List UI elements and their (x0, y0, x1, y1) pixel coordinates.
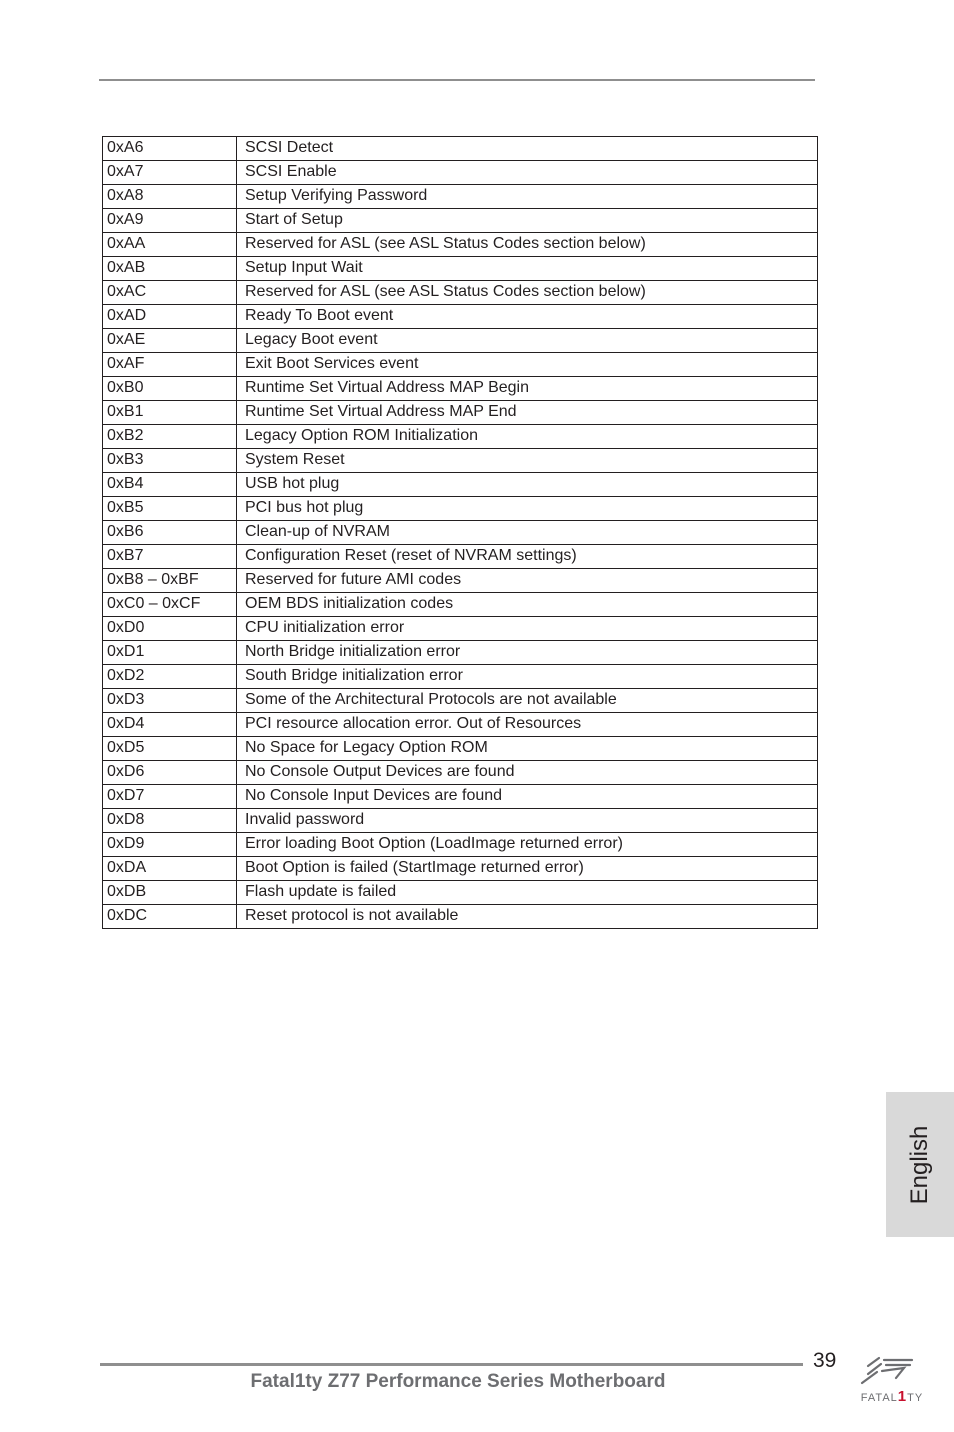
table-row (103, 809, 818, 833)
post-code-cell: 0xD5 (103, 737, 237, 761)
description-cell: PCI resource allocation error. Out of Resources (237, 713, 818, 737)
description-cell: Setup Verifying Password (237, 185, 818, 209)
page-number: 39 (813, 1349, 837, 1372)
table-row (103, 161, 818, 185)
description-cell: System Reset (237, 449, 818, 473)
header-rule (99, 79, 815, 81)
table-row (103, 137, 818, 161)
footer-title: Fatal1ty Z77 Performance Series Motherboard (250, 1371, 666, 1392)
table-row (103, 305, 818, 329)
description-cell: SCSI Detect (237, 137, 818, 161)
table-row (103, 857, 818, 881)
post-code-cell: 0xA7 (103, 161, 237, 185)
post-code-cell: 0xAC (103, 281, 237, 305)
description-cell: Ready To Boot event (237, 305, 818, 329)
description-cell: Some of the Architectural Protocols are not available (237, 689, 818, 713)
post-code-cell: 0xD0 (103, 617, 237, 641)
description-cell: Legacy Boot event (237, 329, 818, 353)
post-code-cell: 0xDA (103, 857, 237, 881)
post-code-cell: 0xDB (103, 881, 237, 905)
description-cell: Clean-up of NVRAM (237, 521, 818, 545)
table-row (103, 641, 818, 665)
description-cell: Boot Option is failed (StartImage returned error) (237, 857, 818, 881)
language-tab (886, 1092, 954, 1237)
table-row (103, 185, 818, 209)
table-row (103, 785, 818, 809)
table-row (103, 401, 818, 425)
post-code-cell: 0xB0 (103, 377, 237, 401)
table-row (103, 497, 818, 521)
table-row (103, 473, 818, 497)
post-code-cell: 0xD8 (103, 809, 237, 833)
table-row (103, 569, 818, 593)
table-row (103, 377, 818, 401)
table-row (103, 761, 818, 785)
table-row (103, 233, 818, 257)
table-row (103, 833, 818, 857)
post-code-table (102, 136, 818, 929)
description-cell: Reserved for future AMI codes (237, 569, 818, 593)
description-cell: Error loading Boot Option (LoadImage returned error) (237, 833, 818, 857)
post-code-cell: 0xD6 (103, 761, 237, 785)
table-row (103, 689, 818, 713)
description-cell: No Space for Legacy Option ROM (237, 737, 818, 761)
post-code-cell: 0xA6 (103, 137, 237, 161)
description-cell: PCI bus hot plug (237, 497, 818, 521)
post-code-cell: 0xB1 (103, 401, 237, 425)
post-code-cell: 0xB2 (103, 425, 237, 449)
description-cell: SCSI Enable (237, 161, 818, 185)
post-code-cell: 0xD7 (103, 785, 237, 809)
footer-rule (100, 1363, 803, 1366)
post-code-cell: 0xAD (103, 305, 237, 329)
description-cell: Reserved for ASL (see ASL Status Codes section below) (237, 233, 818, 257)
post-code-cell: 0xD4 (103, 713, 237, 737)
description-cell: South Bridge initialization error (237, 665, 818, 689)
description-cell: CPU initialization error (237, 617, 818, 641)
post-code-cell: 0xAB (103, 257, 237, 281)
post-code-cell: 0xDC (103, 905, 237, 929)
table-row (103, 209, 818, 233)
post-code-cell: 0xB6 (103, 521, 237, 545)
description-cell: Runtime Set Virtual Address MAP End (237, 401, 818, 425)
table-row (103, 593, 818, 617)
table-row (103, 737, 818, 761)
description-cell: No Console Output Devices are found (237, 761, 818, 785)
description-cell: Invalid password (237, 809, 818, 833)
table-row (103, 353, 818, 377)
description-cell: Exit Boot Services event (237, 353, 818, 377)
table-row (103, 521, 818, 545)
post-code-cell: 0xD9 (103, 833, 237, 857)
description-cell: Start of Setup (237, 209, 818, 233)
description-cell: Configuration Reset (reset of NVRAM settings) (237, 545, 818, 569)
post-code-cell: 0xA8 (103, 185, 237, 209)
post-code-cell: 0xAF (103, 353, 237, 377)
post-code-table-body (103, 137, 818, 929)
fatal1ty-logo-text: FATAL1TY (860, 1388, 924, 1405)
post-code-cell: 0xAA (103, 233, 237, 257)
description-cell: Reserved for ASL (see ASL Status Codes section below) (237, 281, 818, 305)
table-row (103, 329, 818, 353)
post-code-cell: 0xC0 – 0xCF (103, 593, 237, 617)
fatal1ty-logo (852, 1352, 932, 1408)
language-tab-label: English (906, 1125, 933, 1204)
description-cell: OEM BDS initialization codes (237, 593, 818, 617)
table-row (103, 713, 818, 737)
description-cell: North Bridge initialization error (237, 641, 818, 665)
description-cell: Setup Input Wait (237, 257, 818, 281)
post-code-cell: 0xB8 – 0xBF (103, 569, 237, 593)
description-cell: Flash update is failed (237, 881, 818, 905)
table-row (103, 545, 818, 569)
fatal1ty-emblem-icon (862, 1358, 912, 1383)
table-row (103, 617, 818, 641)
description-cell: Legacy Option ROM Initialization (237, 425, 818, 449)
table-row (103, 281, 818, 305)
post-code-cell: 0xA9 (103, 209, 237, 233)
table-row (103, 257, 818, 281)
table-row (103, 905, 818, 929)
table-row (103, 881, 818, 905)
post-code-cell: 0xB4 (103, 473, 237, 497)
table-row (103, 449, 818, 473)
post-code-cell: 0xB7 (103, 545, 237, 569)
post-code-cell: 0xB5 (103, 497, 237, 521)
table-row (103, 425, 818, 449)
description-cell: Runtime Set Virtual Address MAP Begin (237, 377, 818, 401)
description-cell: No Console Input Devices are found (237, 785, 818, 809)
post-code-cell: 0xB3 (103, 449, 237, 473)
post-code-cell: 0xD3 (103, 689, 237, 713)
table-row (103, 665, 818, 689)
post-code-cell: 0xD1 (103, 641, 237, 665)
description-cell: USB hot plug (237, 473, 818, 497)
post-code-cell: 0xD2 (103, 665, 237, 689)
post-code-cell: 0xAE (103, 329, 237, 353)
description-cell: Reset protocol is not available (237, 905, 818, 929)
